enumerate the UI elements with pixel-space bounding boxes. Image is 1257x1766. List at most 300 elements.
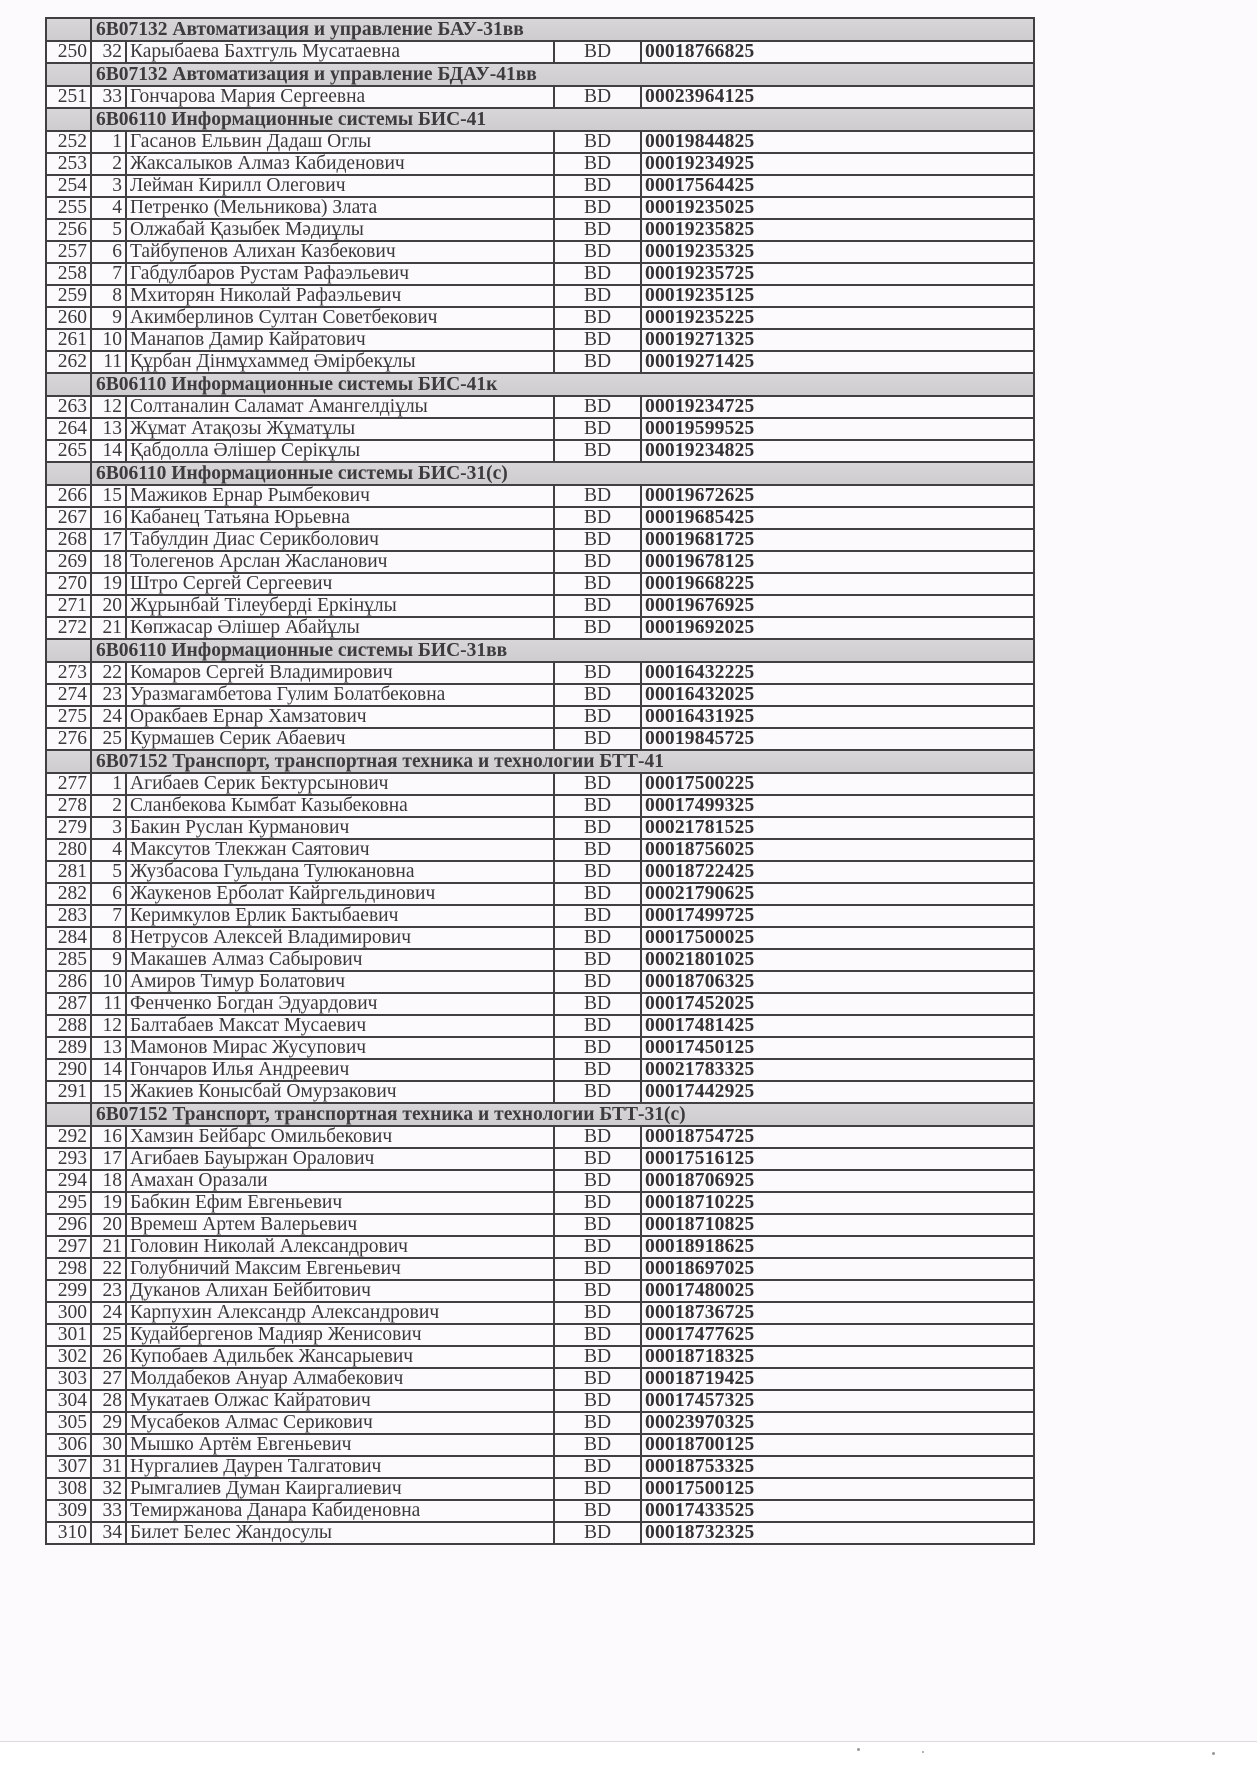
student-name-cell: Купобаев Адильбек Жансарыевич	[126, 1346, 554, 1368]
group-number-cell: 18	[91, 551, 126, 573]
row-index-cell: 280	[46, 839, 91, 861]
row-index-cell: 278	[46, 795, 91, 817]
group-number-cell: 31	[91, 1456, 126, 1478]
table-row	[46, 86, 1034, 108]
row-index-cell: 257	[46, 241, 91, 263]
student-name-cell: Бабкин Ефим Евгеньевич	[126, 1192, 554, 1214]
row-index-cell: 277	[46, 773, 91, 795]
section-title: 6B07152 Транспорт, транспортная техника и технологии БТТ-31(с)	[91, 1103, 1034, 1126]
group-number-cell: 9	[91, 949, 126, 971]
row-index-cell: 293	[46, 1148, 91, 1170]
type-cell: BD	[554, 1081, 641, 1103]
table-row	[46, 684, 1034, 706]
group-number-cell: 14	[91, 1059, 126, 1081]
row-index-cell: 305	[46, 1412, 91, 1434]
type-cell: BD	[554, 1412, 641, 1434]
student-name-cell: Мажиков Ернар Рымбекович	[126, 485, 554, 507]
code-cell: 00019599525	[641, 418, 1034, 440]
table-row	[46, 485, 1034, 507]
section-header-blank-cell	[46, 1103, 91, 1126]
group-number-cell: 29	[91, 1412, 126, 1434]
type-cell: BD	[554, 1324, 641, 1346]
section-header-blank-cell	[46, 750, 91, 773]
row-index-cell: 259	[46, 285, 91, 307]
row-index-cell: 306	[46, 1434, 91, 1456]
table-row	[46, 1037, 1034, 1059]
table-row	[46, 1258, 1034, 1280]
row-index-cell: 279	[46, 817, 91, 839]
type-cell: BD	[554, 219, 641, 241]
table-row	[46, 905, 1034, 927]
student-name-cell: Петренко (Мельникова) Злата	[126, 197, 554, 219]
code-cell: 00018706925	[641, 1170, 1034, 1192]
student-name-cell: Жұмат Атақозы Жұматұлы	[126, 418, 554, 440]
code-cell: 00019235725	[641, 263, 1034, 285]
group-number-cell: 19	[91, 1192, 126, 1214]
row-index-cell: 256	[46, 219, 91, 241]
code-cell: 00021801025	[641, 949, 1034, 971]
group-number-cell: 1	[91, 131, 126, 153]
row-index-cell: 292	[46, 1126, 91, 1148]
group-number-cell: 9	[91, 307, 126, 329]
student-name-cell: Көпжасар Әлішер Абайұлы	[126, 617, 554, 639]
type-cell: BD	[554, 1148, 641, 1170]
group-number-cell: 16	[91, 507, 126, 529]
table-row	[46, 1280, 1034, 1302]
code-cell: 00019234925	[641, 153, 1034, 175]
table-row	[46, 307, 1034, 329]
row-index-cell: 287	[46, 993, 91, 1015]
code-cell: 00019672625	[641, 485, 1034, 507]
table-row	[46, 1522, 1034, 1544]
student-name-cell: Кабанец Татьяна Юрьевна	[126, 507, 554, 529]
type-cell: BD	[554, 1214, 641, 1236]
code-cell: 00019692025	[641, 617, 1034, 639]
table-row	[46, 1126, 1034, 1148]
row-index-cell: 290	[46, 1059, 91, 1081]
type-cell: BD	[554, 263, 641, 285]
group-number-cell: 18	[91, 1170, 126, 1192]
code-cell: 00017480025	[641, 1280, 1034, 1302]
student-name-cell: Мукатаев Олжас Кайратович	[126, 1390, 554, 1412]
student-name-cell: Олжабай Қазыбек Мәдиұлы	[126, 219, 554, 241]
row-index-cell: 264	[46, 418, 91, 440]
row-index-cell: 304	[46, 1390, 91, 1412]
section-header-blank-cell	[46, 108, 91, 131]
row-index-cell: 296	[46, 1214, 91, 1236]
type-cell: BD	[554, 706, 641, 728]
group-number-cell: 15	[91, 485, 126, 507]
table-row	[46, 861, 1034, 883]
code-cell: 00018918625	[641, 1236, 1034, 1258]
table-row	[46, 1170, 1034, 1192]
row-index-cell: 268	[46, 529, 91, 551]
table-row	[46, 773, 1034, 795]
scan-speck	[857, 1748, 860, 1751]
table-row	[46, 728, 1034, 750]
student-name-cell: Жұрынбай Тілеуберді Еркінұлы	[126, 595, 554, 617]
code-cell: 00018753325	[641, 1456, 1034, 1478]
student-name-cell: Агибаев Серик Бектурсынович	[126, 773, 554, 795]
type-cell: BD	[554, 1500, 641, 1522]
table-row	[46, 1390, 1034, 1412]
student-name-cell: Мамонов Мирас Жусупович	[126, 1037, 554, 1059]
student-name-cell: Максутов Тлекжан Саятович	[126, 839, 554, 861]
student-name-cell: Амиров Тимур Болатович	[126, 971, 554, 993]
type-cell: BD	[554, 1302, 641, 1324]
group-number-cell: 3	[91, 817, 126, 839]
code-cell: 00018718325	[641, 1346, 1034, 1368]
row-index-cell: 255	[46, 197, 91, 219]
student-name-cell: Головин Николай Александрович	[126, 1236, 554, 1258]
student-name-cell: Рымгалиев Думан Каиргалиевич	[126, 1478, 554, 1500]
row-index-cell: 252	[46, 131, 91, 153]
student-name-cell: Қабдолла Әлішер Серікұлы	[126, 440, 554, 462]
student-name-cell: Темиржанова Данара Кабиденовна	[126, 1500, 554, 1522]
table-row	[46, 1500, 1034, 1522]
type-cell: BD	[554, 617, 641, 639]
type-cell: BD	[554, 507, 641, 529]
table-row	[46, 175, 1034, 197]
student-name-cell: Лейман Кирилл Олегович	[126, 175, 554, 197]
code-cell: 00017442925	[641, 1081, 1034, 1103]
group-number-cell: 28	[91, 1390, 126, 1412]
type-cell: BD	[554, 839, 641, 861]
group-number-cell: 5	[91, 861, 126, 883]
group-number-cell: 20	[91, 1214, 126, 1236]
student-name-cell: Нетрусов Алексей Владимирович	[126, 927, 554, 949]
row-index-cell: 309	[46, 1500, 91, 1522]
type-cell: BD	[554, 595, 641, 617]
group-number-cell: 5	[91, 219, 126, 241]
table-row	[46, 993, 1034, 1015]
student-name-cell: Штро Сергей Сергеевич	[126, 573, 554, 595]
row-index-cell: 261	[46, 329, 91, 351]
group-number-cell: 10	[91, 329, 126, 351]
group-number-cell: 6	[91, 883, 126, 905]
student-name-cell: Құрбан Дінмұхаммед Әмірбекұлы	[126, 351, 554, 373]
type-cell: BD	[554, 41, 641, 63]
student-name-cell: Мхиторян Николай Рафаэльевич	[126, 285, 554, 307]
group-number-cell: 11	[91, 993, 126, 1015]
type-cell: BD	[554, 86, 641, 108]
student-name-cell: Времеш Артем Валерьевич	[126, 1214, 554, 1236]
row-index-cell: 267	[46, 507, 91, 529]
type-cell: BD	[554, 1258, 641, 1280]
type-cell: BD	[554, 1368, 641, 1390]
student-name-cell: Габдулбаров Рустам Рафаэльевич	[126, 263, 554, 285]
group-number-cell: 1	[91, 773, 126, 795]
group-number-cell: 23	[91, 684, 126, 706]
table-row	[46, 263, 1034, 285]
group-number-cell: 3	[91, 175, 126, 197]
section-header-row	[46, 462, 1034, 485]
section-header-blank-cell	[46, 462, 91, 485]
code-cell: 00019271325	[641, 329, 1034, 351]
student-name-cell: Жаукенов Ерболат Кайргельдинович	[126, 883, 554, 905]
code-cell: 00019676925	[641, 595, 1034, 617]
table-row	[46, 1148, 1034, 1170]
student-name-cell: Керимкулов Ерлик Бактыбаевич	[126, 905, 554, 927]
student-name-cell: Сланбекова Кымбат Казыбековна	[126, 795, 554, 817]
student-name-cell: Манапов Дамир Кайратович	[126, 329, 554, 351]
group-number-cell: 4	[91, 197, 126, 219]
group-number-cell: 21	[91, 617, 126, 639]
row-index-cell: 263	[46, 396, 91, 418]
code-cell: 00016432025	[641, 684, 1034, 706]
code-cell: 00018754725	[641, 1126, 1034, 1148]
group-number-cell: 7	[91, 905, 126, 927]
row-index-cell: 282	[46, 883, 91, 905]
row-index-cell: 283	[46, 905, 91, 927]
code-cell: 00017457325	[641, 1390, 1034, 1412]
student-name-cell: Молдабеков Ануар Алмабекович	[126, 1368, 554, 1390]
row-index-cell: 284	[46, 927, 91, 949]
section-header-row	[46, 63, 1034, 86]
row-index-cell: 251	[46, 86, 91, 108]
roster-body	[46, 18, 1034, 1544]
type-cell: BD	[554, 993, 641, 1015]
group-number-cell: 22	[91, 1258, 126, 1280]
type-cell: BD	[554, 529, 641, 551]
table-row	[46, 1236, 1034, 1258]
table-row	[46, 883, 1034, 905]
table-row	[46, 507, 1034, 529]
student-name-cell: Балтабаев Максат Мусаевич	[126, 1015, 554, 1037]
type-cell: BD	[554, 883, 641, 905]
group-number-cell: 24	[91, 706, 126, 728]
table-row	[46, 1412, 1034, 1434]
code-cell: 00023964125	[641, 86, 1034, 108]
code-cell: 00019235825	[641, 219, 1034, 241]
code-cell: 00018710825	[641, 1214, 1034, 1236]
table-row	[46, 1192, 1034, 1214]
row-index-cell: 288	[46, 1015, 91, 1037]
row-index-cell: 253	[46, 153, 91, 175]
row-index-cell: 291	[46, 1081, 91, 1103]
student-name-cell: Курмашев Серик Абаевич	[126, 728, 554, 750]
section-header-blank-cell	[46, 18, 91, 41]
table-row	[46, 529, 1034, 551]
section-header-blank-cell	[46, 373, 91, 396]
group-number-cell: 8	[91, 927, 126, 949]
row-index-cell: 297	[46, 1236, 91, 1258]
table-row	[46, 153, 1034, 175]
table-row	[46, 131, 1034, 153]
type-cell: BD	[554, 440, 641, 462]
row-index-cell: 289	[46, 1037, 91, 1059]
table-row	[46, 817, 1034, 839]
code-cell: 00021781525	[641, 817, 1034, 839]
code-cell: 00017516125	[641, 1148, 1034, 1170]
code-cell: 00023970325	[641, 1412, 1034, 1434]
student-name-cell: Гончаров Илья Андреевич	[126, 1059, 554, 1081]
student-name-cell: Фенченко Богдан Эдуардович	[126, 993, 554, 1015]
student-name-cell: Карыбаева Бахтгуль Мусатаевна	[126, 41, 554, 63]
group-number-cell: 15	[91, 1081, 126, 1103]
row-index-cell: 275	[46, 706, 91, 728]
type-cell: BD	[554, 1280, 641, 1302]
code-cell: 00017564425	[641, 175, 1034, 197]
section-title: 6B06110 Информационные системы БИС-31вв	[91, 639, 1034, 662]
table-row	[46, 351, 1034, 373]
student-roster-table	[45, 17, 1035, 1545]
type-cell: BD	[554, 1126, 641, 1148]
section-header-row	[46, 108, 1034, 131]
group-number-cell: 2	[91, 153, 126, 175]
row-index-cell: 260	[46, 307, 91, 329]
code-cell: 00019234725	[641, 396, 1034, 418]
row-index-cell: 273	[46, 662, 91, 684]
row-index-cell: 281	[46, 861, 91, 883]
group-number-cell: 20	[91, 595, 126, 617]
table-row	[46, 662, 1034, 684]
row-index-cell: 270	[46, 573, 91, 595]
section-title: 6B07132 Автоматизация и управление БДАУ-41вв	[91, 63, 1034, 86]
code-cell: 00017452025	[641, 993, 1034, 1015]
table-row	[46, 41, 1034, 63]
student-name-cell: Мышко Артём Евгеньевич	[126, 1434, 554, 1456]
scan-speck	[1212, 1752, 1215, 1755]
type-cell: BD	[554, 971, 641, 993]
row-index-cell: 302	[46, 1346, 91, 1368]
table-row	[46, 1059, 1034, 1081]
type-cell: BD	[554, 285, 641, 307]
group-number-cell: 34	[91, 1522, 126, 1544]
group-number-cell: 16	[91, 1126, 126, 1148]
row-index-cell: 266	[46, 485, 91, 507]
student-name-cell: Карпухин Александр Александрович	[126, 1302, 554, 1324]
student-name-cell: Толегенов Арслан Жасланович	[126, 551, 554, 573]
student-name-cell: Макашев Алмаз Сабырович	[126, 949, 554, 971]
type-cell: BD	[554, 573, 641, 595]
table-row	[46, 595, 1034, 617]
type-cell: BD	[554, 684, 641, 706]
student-name-cell: Гасанов Ельвин Дадаш Оглы	[126, 131, 554, 153]
table-row	[46, 1015, 1034, 1037]
code-cell: 00018722425	[641, 861, 1034, 883]
table-row	[46, 1302, 1034, 1324]
table-row	[46, 285, 1034, 307]
code-cell: 00018756025	[641, 839, 1034, 861]
section-header-row	[46, 373, 1034, 396]
type-cell: BD	[554, 1456, 641, 1478]
table-row	[46, 1434, 1034, 1456]
student-name-cell: Комаров Сергей Владимирович	[126, 662, 554, 684]
row-index-cell: 303	[46, 1368, 91, 1390]
student-name-cell: Жузбасова Гульдана Тулюкановна	[126, 861, 554, 883]
table-row	[46, 551, 1034, 573]
code-cell: 00018706325	[641, 971, 1034, 993]
table-row	[46, 1346, 1034, 1368]
row-index-cell: 310	[46, 1522, 91, 1544]
table-row	[46, 197, 1034, 219]
code-cell: 00019234825	[641, 440, 1034, 462]
type-cell: BD	[554, 1059, 641, 1081]
section-title: 6B07132 Автоматизация и управление БАУ-31вв	[91, 18, 1034, 41]
type-cell: BD	[554, 861, 641, 883]
code-cell: 00019235325	[641, 241, 1034, 263]
type-cell: BD	[554, 1522, 641, 1544]
code-cell: 00019235125	[641, 285, 1034, 307]
row-index-cell: 258	[46, 263, 91, 285]
type-cell: BD	[554, 1170, 641, 1192]
group-number-cell: 26	[91, 1346, 126, 1368]
table-row	[46, 971, 1034, 993]
code-cell: 00019845725	[641, 728, 1034, 750]
row-index-cell: 271	[46, 595, 91, 617]
group-number-cell: 11	[91, 351, 126, 373]
group-number-cell: 8	[91, 285, 126, 307]
group-number-cell: 25	[91, 1324, 126, 1346]
type-cell: BD	[554, 1390, 641, 1412]
type-cell: BD	[554, 197, 641, 219]
table-row	[46, 1214, 1034, 1236]
group-number-cell: 6	[91, 241, 126, 263]
section-header-row	[46, 639, 1034, 662]
type-cell: BD	[554, 329, 641, 351]
code-cell: 00017433525	[641, 1500, 1034, 1522]
code-cell: 00018719425	[641, 1368, 1034, 1390]
table-row	[46, 839, 1034, 861]
group-number-cell: 13	[91, 418, 126, 440]
row-index-cell: 294	[46, 1170, 91, 1192]
student-name-cell: Билет Белес Жандосулы	[126, 1522, 554, 1544]
code-cell: 00019685425	[641, 507, 1034, 529]
type-cell: BD	[554, 1478, 641, 1500]
student-name-cell: Жакиев Конысбай Омурзакович	[126, 1081, 554, 1103]
type-cell: BD	[554, 175, 641, 197]
row-index-cell: 300	[46, 1302, 91, 1324]
type-cell: BD	[554, 153, 641, 175]
row-index-cell: 298	[46, 1258, 91, 1280]
group-number-cell: 22	[91, 662, 126, 684]
scan-speck	[922, 1751, 924, 1753]
student-name-cell: Хамзин Бейбарс Омильбекович	[126, 1126, 554, 1148]
student-name-cell: Кудайбергенов Мадияр Женисович	[126, 1324, 554, 1346]
type-cell: BD	[554, 1434, 641, 1456]
row-index-cell: 299	[46, 1280, 91, 1302]
section-header-row	[46, 18, 1034, 41]
table-row	[46, 440, 1034, 462]
code-cell: 00016431925	[641, 706, 1034, 728]
table-row	[46, 329, 1034, 351]
type-cell: BD	[554, 1015, 641, 1037]
group-number-cell: 33	[91, 86, 126, 108]
table-row	[46, 617, 1034, 639]
code-cell: 00019681725	[641, 529, 1034, 551]
code-cell: 00017499725	[641, 905, 1034, 927]
group-number-cell: 32	[91, 41, 126, 63]
section-title: 6B06110 Информационные системы БИС-31(с)	[91, 462, 1034, 485]
type-cell: BD	[554, 773, 641, 795]
type-cell: BD	[554, 396, 641, 418]
group-number-cell: 17	[91, 529, 126, 551]
code-cell: 00017500025	[641, 927, 1034, 949]
code-cell: 00017477625	[641, 1324, 1034, 1346]
table-row	[46, 1081, 1034, 1103]
group-number-cell: 10	[91, 971, 126, 993]
group-number-cell: 4	[91, 839, 126, 861]
code-cell: 00018732325	[641, 1522, 1034, 1544]
group-number-cell: 7	[91, 263, 126, 285]
code-cell: 00019668225	[641, 573, 1034, 595]
row-index-cell: 272	[46, 617, 91, 639]
group-number-cell: 13	[91, 1037, 126, 1059]
table-row	[46, 219, 1034, 241]
student-name-cell: Гончарова Мария Сергеевна	[126, 86, 554, 108]
type-cell: BD	[554, 418, 641, 440]
